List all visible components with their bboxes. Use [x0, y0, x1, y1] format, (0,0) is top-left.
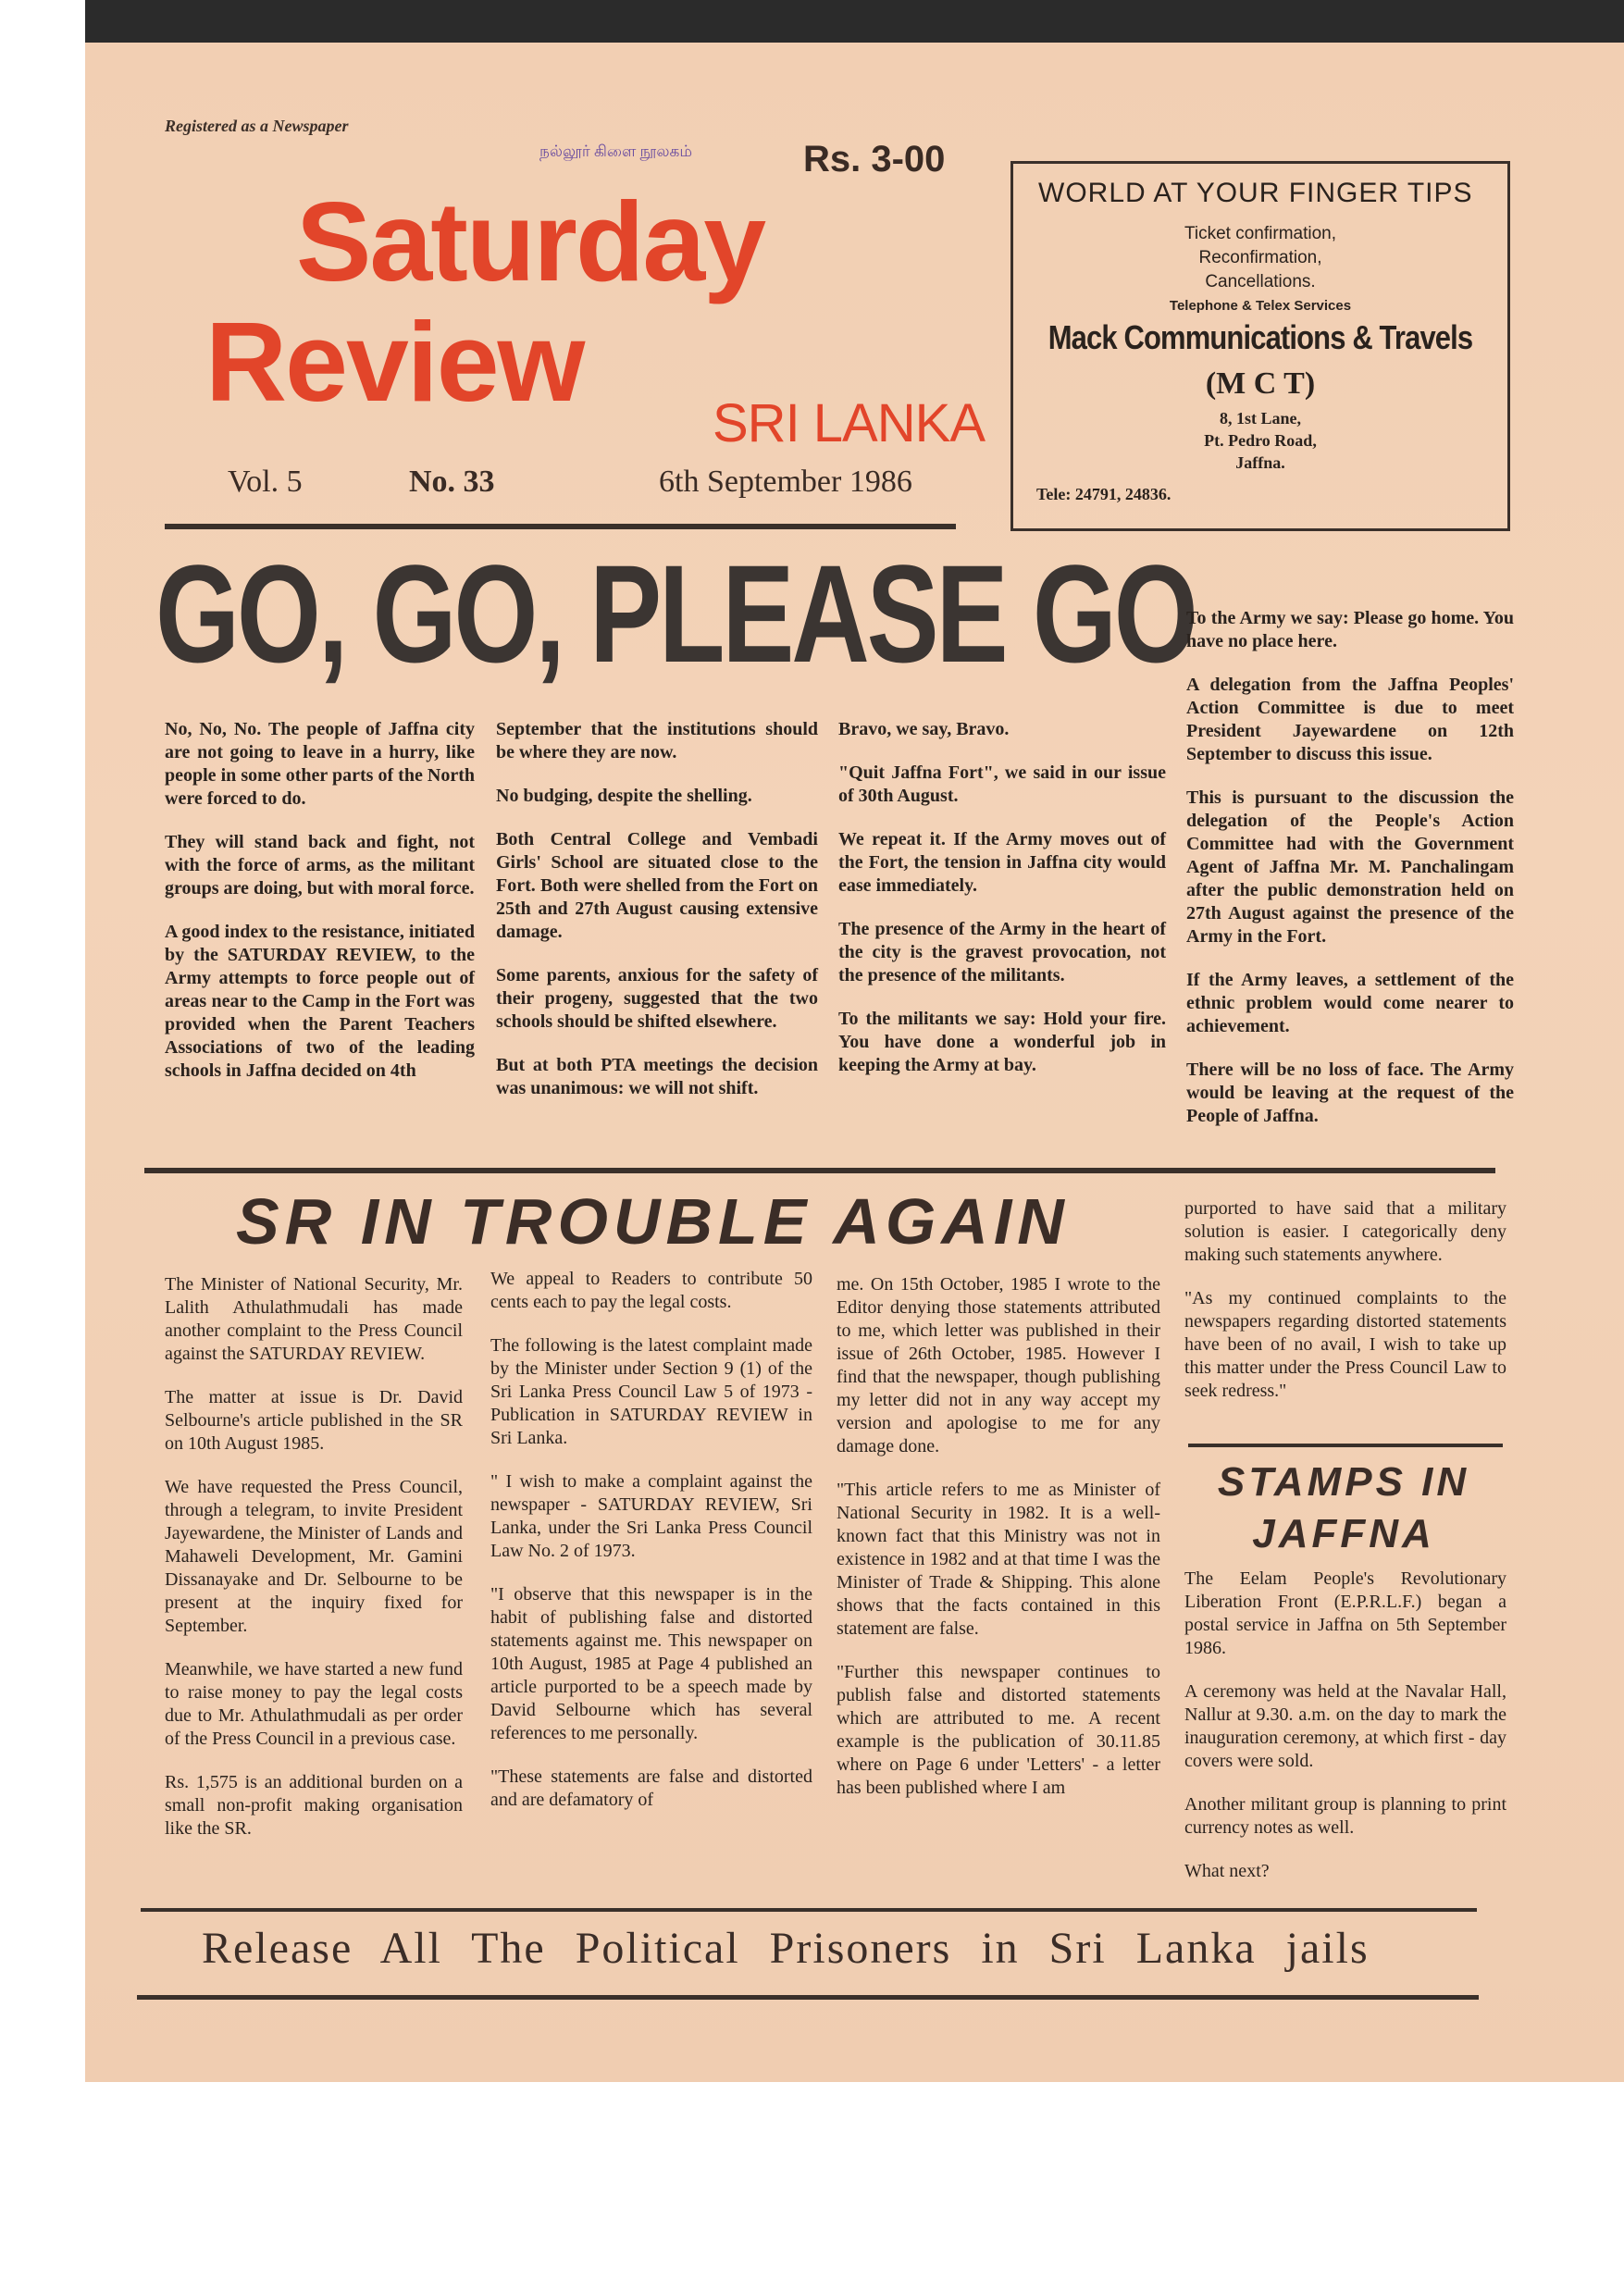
paragraph: "This article refers to me as Minister of National Security in 1982. It is a well-known fact that this Ministry was not in existence in 1982 and at that time I was the Minister of Trade & Shipping. This alone shows that the facts contained in this statement are false. [837, 1480, 1160, 1639]
paragraph: "Further this newspaper continues to publish false and distorted statements which are attributed to me. A recent example is the publication of 30.11.85 where on Page 6 under 'Letters' - a letter has been published where I am [837, 1662, 1160, 1798]
paragraph: "As my continued complaints to the newspapers regarding distorted statements have been of no avail, I wish to take up this matter under the Press Council Law to seek redress." [1184, 1288, 1506, 1401]
ad-company: Mack Communications & Travels [1048, 318, 1473, 356]
paragraph: Some parents, anxious for the safety of their progeny, suggested that the two schools should be shifted elsewhere. [496, 965, 818, 1032]
sr-column-2 [490, 1268, 812, 1832]
lead-column-3 [838, 718, 1166, 1097]
lead-column-4 [1186, 607, 1514, 1148]
paragraph: Meanwhile, we have started a new fund to raise money to pay the legal costs due to Mr. Athulathmudali as per order of the Press Council in a previous case. [165, 1659, 463, 1749]
scan-edge [85, 0, 1624, 44]
issue-date: 6th September 1986 [659, 465, 912, 499]
paragraph: They will stand back and fight, not with the force of arms, as the militant groups are doing, but with moral force. [165, 832, 475, 899]
issue-number: No. 33 [409, 465, 495, 499]
ad-abbreviation: (M C T) [1205, 366, 1316, 401]
lead-column-2 [496, 718, 818, 1121]
paragraph: "These statements are false and distorted and are defamatory of [490, 1766, 812, 1810]
stamps-headline [1186, 1456, 1501, 1560]
paragraph: me. On 15th October, 1985 I wrote to the Editor denying those statements attributed to me, which letter was published in their issue of 26th October, 1985. However I find that the newspaper, though publishing my letter did not in any way accept my version and apologise to me for any damage done. [837, 1274, 1160, 1456]
paragraph: The Minister of National Security, Mr. Lalith Athulathmudali has made another complaint to the Press Council against the SATURDAY REVIEW. [165, 1274, 463, 1364]
sr-headline: SR IN TROUBLE AGAIN [236, 1185, 1070, 1258]
paragraph: " I wish to make a complaint against the newspaper - SATURDAY REVIEW, Sri Lanka, under the Sri Lanka Press Council Law No. 2 of 1973. [490, 1471, 812, 1561]
paragraph: We repeat it. If the Army moves out of the Fort, the tension in Jaffna city would ease immediately. [838, 829, 1166, 896]
masthead-country: SRI LANKA [713, 393, 985, 453]
paragraph: The following is the latest complaint made by the Minister under Section 9 (1) of the Sri Lanka Press Council Law 5 of 1973 - Publication in SATURDAY REVIEW in Sri Lanka. [490, 1335, 812, 1448]
stamps-column [1184, 1568, 1506, 1903]
ad-telephone: Tele: 24791, 24836. [1036, 485, 1172, 503]
ad-title: WORLD AT YOUR FINGER TIPS [1038, 178, 1473, 208]
sr-column-4 [1184, 1197, 1506, 1423]
paragraph: "I observe that this newspaper is in the habit of publishing false and distorted statements against me. This newspaper on 10th August, 1985 at Page 4 published an article purported to be a speech made by David Selbourne which has several references to me personally. [490, 1584, 812, 1743]
paragraph: There will be no loss of face. The Army would be leaving at the request of the People of Jaffna. [1186, 1060, 1514, 1126]
paragraph: Both Central College and Vembadi Girls' School are situated close to the Fort. Both were shelled from the Fort on 25th and 27th August causing extensive damage. [496, 829, 818, 942]
sr-column-1 [165, 1273, 463, 1861]
masthead-title-review: Review [205, 299, 584, 425]
paragraph: We have requested the Press Council, through a telegram, to invite President Jayewardene, the Minister of Lands and Mahaweli Development, Mr. Gamini Dissanayake and Dr. Selbourne to be present at the inquiry fixed for September. [165, 1477, 463, 1636]
ad-address-line: 8, 1st Lane, [1219, 409, 1301, 428]
paragraph: What next? [1184, 1861, 1270, 1881]
masthead-divider [165, 524, 956, 529]
library-stamp: நல்லூர் கிளை நூலகம் [539, 143, 693, 160]
paragraph: To the militants we say: Hold your fire. You have done a wonderful job in keeping the Army at bay. [838, 1009, 1166, 1075]
paragraph: A delegation from the Jaffna Peoples' Action Committee is due to meet President Jayewardene on 12th September to discuss this issue. [1186, 675, 1514, 764]
ad-address-line: Jaffna. [1235, 453, 1285, 472]
lead-column-1 [165, 718, 475, 1103]
banner-rule-bottom [137, 1995, 1479, 2000]
paragraph: If the Army leaves, a settlement of the ethnic problem would come nearer to achievement. [1186, 970, 1514, 1036]
stamps-headline-line: JAFFNA [1252, 1511, 1435, 1556]
registered-label: Registered as a Newspaper [165, 117, 349, 135]
section-divider [144, 1168, 1495, 1173]
ad-service-line: Cancellations. [1205, 272, 1316, 291]
paragraph: A ceremony was held at the Navalar Hall, Nallur at 9.30. a.m. on the day to mark the inauguration ceremony, at which first - day covers were sold. [1184, 1681, 1506, 1771]
ad-address-line: Pt. Pedro Road, [1204, 431, 1317, 450]
lead-headline: GO, GO, PLEASE GO [155, 536, 1196, 691]
paragraph: No budging, despite the shelling. [496, 786, 752, 806]
masthead-title-saturday: Saturday [296, 179, 765, 304]
banner-rule-top [141, 1908, 1477, 1912]
paragraph: But at both PTA meetings the decision was unanimous: we will not shift. [496, 1055, 818, 1098]
paragraph: Bravo, we say, Bravo. [838, 719, 1010, 739]
issue-volume: Vol. 5 [228, 465, 303, 499]
paragraph: The Eelam People's Revolutionary Liberation Front (E.P.R.L.F.) began a postal service in Jaffna on 5th September 1986. [1184, 1568, 1506, 1658]
paragraph: No, No, No. The people of Jaffna city are not going to leave in a hurry, like people in some other parts of the North were forced to do. [165, 719, 475, 809]
paragraph: We appeal to Readers to contribute 50 cents each to pay the legal costs. [490, 1269, 812, 1312]
sr-column-3 [837, 1273, 1160, 1820]
stamps-headline-line: STAMPS IN [1217, 1459, 1470, 1505]
ad-service-line: Telephone & Telex Services [1169, 298, 1352, 314]
bottom-banner: Release All The Political Prisoners in Sri Lanka jails [202, 1924, 1370, 1973]
paragraph: A good index to the resistance, initiated by the SATURDAY REVIEW, to the Army attempts to force people out of areas near to the Camp in the Fort was provided when the Parent Teachers Associations of two of the leading schools in Jaffna decided on 4th [165, 922, 475, 1081]
paragraph: Another militant group is planning to print currency notes as well. [1184, 1794, 1506, 1838]
ad-service-line: Reconfirmation, [1198, 248, 1322, 267]
paragraph: The matter at issue is Dr. David Selbourne's article published in the SR on 10th August 1985. [165, 1387, 463, 1454]
ad-service-line: Ticket confirmation, [1184, 224, 1336, 243]
paragraph: September that the institutions should be where they are now. [496, 719, 818, 762]
price: Rs. 3-00 [803, 139, 946, 180]
paragraph: purported to have said that a military solution is easier. I categorically deny making such statements anywhere. [1184, 1198, 1506, 1265]
stamps-divider [1188, 1444, 1503, 1447]
paragraph: The presence of the Army in the heart of the city is the gravest provocation, not the presence of the militants. [838, 919, 1166, 985]
paragraph: This is pursuant to the discussion the delegation of the People's Action Committee had with the Government Agent of Jaffna Mr. M. Panchalingam after the public demonstration held on 27th August against the presence of the Army in the Fort. [1186, 787, 1514, 947]
paragraph: Rs. 1,575 is an additional burden on a small non-profit making organisation like the SR. [165, 1772, 463, 1839]
paragraph: "Quit Jaffna Fort", we said in our issue of 30th August. [838, 762, 1166, 806]
paragraph: To the Army we say: Please go home. You have no place here. [1186, 608, 1514, 651]
